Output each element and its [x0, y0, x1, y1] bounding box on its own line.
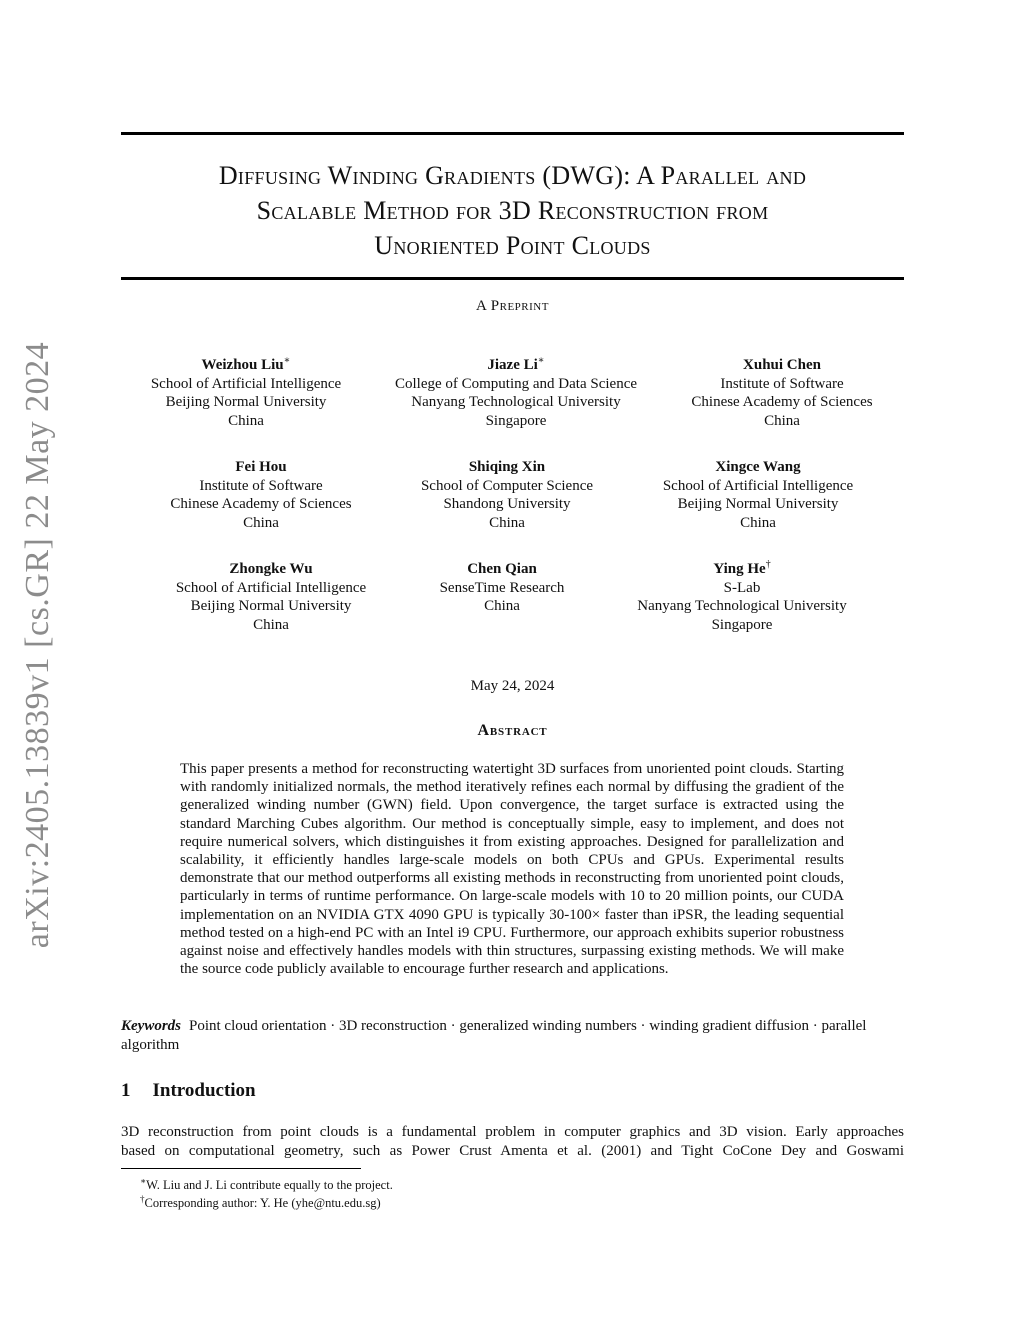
author-name: Fei Hou: [235, 459, 287, 475]
author-affiliation: SenseTime Research: [439, 579, 565, 596]
author-affiliation: Nanyang Technological University: [637, 598, 847, 614]
author-affiliation: Beijing Normal University: [165, 394, 327, 410]
author-affiliation: Nanyang Technological University: [411, 394, 621, 410]
title-line-2: Scalable Method for 3D Reconstruction from: [256, 196, 769, 225]
author-affiliation: China: [484, 598, 520, 614]
intro-line: based on computational geometry, such as Power Crust Amenta et al. (2001) and Tight CoCone Dey and Goswami: [121, 1143, 904, 1159]
preprint-label: A Preprint: [476, 298, 549, 314]
author-affiliation: S-Lab: [723, 579, 761, 596]
keywords-label: Keywords: [121, 1018, 181, 1034]
paper-title: [121, 158, 904, 263]
author-affiliation: Institute of Software: [720, 375, 844, 392]
author-name: Xingce Wang: [715, 459, 801, 475]
section-title: Introduction: [152, 1080, 256, 1101]
keywords: [121, 1017, 904, 1055]
author-block: [608, 454, 908, 532]
author-affiliation: School of Artificial Intelligence: [662, 477, 854, 494]
author-affiliation: Shandong University: [443, 496, 571, 512]
author-affiliation: China: [489, 514, 525, 531]
title-line-3: Unoriented Point Clouds: [374, 231, 651, 260]
arxiv-id: arXiv:2405.13839v1 [cs.GR] 22 May 2024: [19, 341, 57, 949]
footnote: [140, 1191, 381, 1211]
title-rule-top: [121, 132, 904, 135]
author-affiliation: Institute of Software: [199, 477, 323, 494]
author-affiliation: Beijing Normal University: [190, 598, 352, 614]
section-number: 1: [121, 1080, 131, 1101]
keywords-text: Point cloud orientation · 3D reconstruction · generalized winding numbers · winding gradient diffusion · parallel algorithm: [121, 1018, 867, 1053]
author-affiliation: Beijing Normal University: [677, 496, 839, 512]
author-name: Chen Qian: [467, 561, 537, 577]
author-affiliation: China: [253, 616, 289, 633]
author-block: [96, 352, 396, 430]
author-name: Zhongke Wu: [229, 561, 313, 577]
intro-paragraph: [121, 1123, 904, 1161]
author-name: Ying He†: [713, 559, 771, 577]
author-block: [366, 352, 666, 430]
footnote-mark: †: [140, 1194, 145, 1204]
author-name: Weizhou Liu∗: [201, 355, 291, 373]
abstract-body: This paper presents a method for reconstructing watertight 3D surfaces from unoriented point clouds. Starting with randomly initialized normals, the method iteratively refines each normal by diffusing the gradient of the generalized winding number (GWN) field. Upon convergence, the target surface is extracted using the standard Marching Cubes algorithm. Our method is conceptually simple, easy to implement, and does not require numerical solvers, which distinguishes it from existing approaches. Designed for parallelization and scalability, it efficiently handles large-scale models on both CPUs and GPUs. Experimental results demonstrate that our method outperforms all existing methods in reconstructing from unoriented point clouds, particularly in terms of runtime performance. On large-scale models with 10 to 20 million points, our CUDA implementation on an NVIDIA GTX 4090 GPU is typically 30-100× faster than iPSR, the leading sequential method tested on a high-end PC with an Intel i9 CPU. Furthermore, our approach exhibits superior robustness against noise and effectively handles models with thin structures, surpassing existing methods. We will make the source code publicly available to encourage further research and applications.: [180, 761, 844, 978]
author-affiliation: School of Computer Science: [420, 477, 594, 494]
footnote-rule: [121, 1168, 361, 1169]
author-affiliation: College of Computing and Data Science: [394, 375, 638, 392]
author-affiliation: China: [243, 514, 279, 531]
arxiv-stamp: [8, 340, 68, 950]
abstract-heading: Abstract: [477, 722, 548, 739]
author-affiliation: China: [764, 412, 800, 429]
author-block: [632, 352, 932, 430]
intro-line: 3D reconstruction from point clouds is a fundamental problem in computer graphics and 3D vision. Early approaches: [121, 1124, 904, 1140]
author-affiliation: Singapore: [711, 616, 773, 633]
publication-date: May 24, 2024: [470, 678, 555, 694]
author-affiliation: School of Artificial Intelligence: [150, 375, 342, 392]
section-heading: [121, 1080, 256, 1102]
footnote-mark: ∗: [140, 1176, 147, 1186]
author-name: Shiqing Xin: [468, 459, 546, 475]
author-affiliation: China: [228, 412, 264, 429]
author-affiliation: China: [740, 514, 776, 531]
title-line-1: Diffusing Winding Gradients (DWG): A Parallel and: [218, 161, 807, 190]
author-name: Xuhui Chen: [743, 357, 821, 373]
author-affiliation: Chinese Academy of Sciences: [691, 394, 873, 410]
author-affiliation: Singapore: [485, 412, 547, 429]
author-block: [592, 556, 892, 634]
footnote-text: Corresponding author: Y. He (yhe@ntu.edu.sg): [144, 1196, 381, 1211]
author-affiliation: School of Artificial Intelligence: [175, 579, 367, 596]
author-name: Jiaze Li∗: [487, 355, 545, 373]
footnote-text: W. Liu and J. Li contribute equally to the project.: [146, 1178, 393, 1193]
author-affiliation: Chinese Academy of Sciences: [170, 496, 352, 512]
title-rule-bottom: [121, 277, 904, 280]
